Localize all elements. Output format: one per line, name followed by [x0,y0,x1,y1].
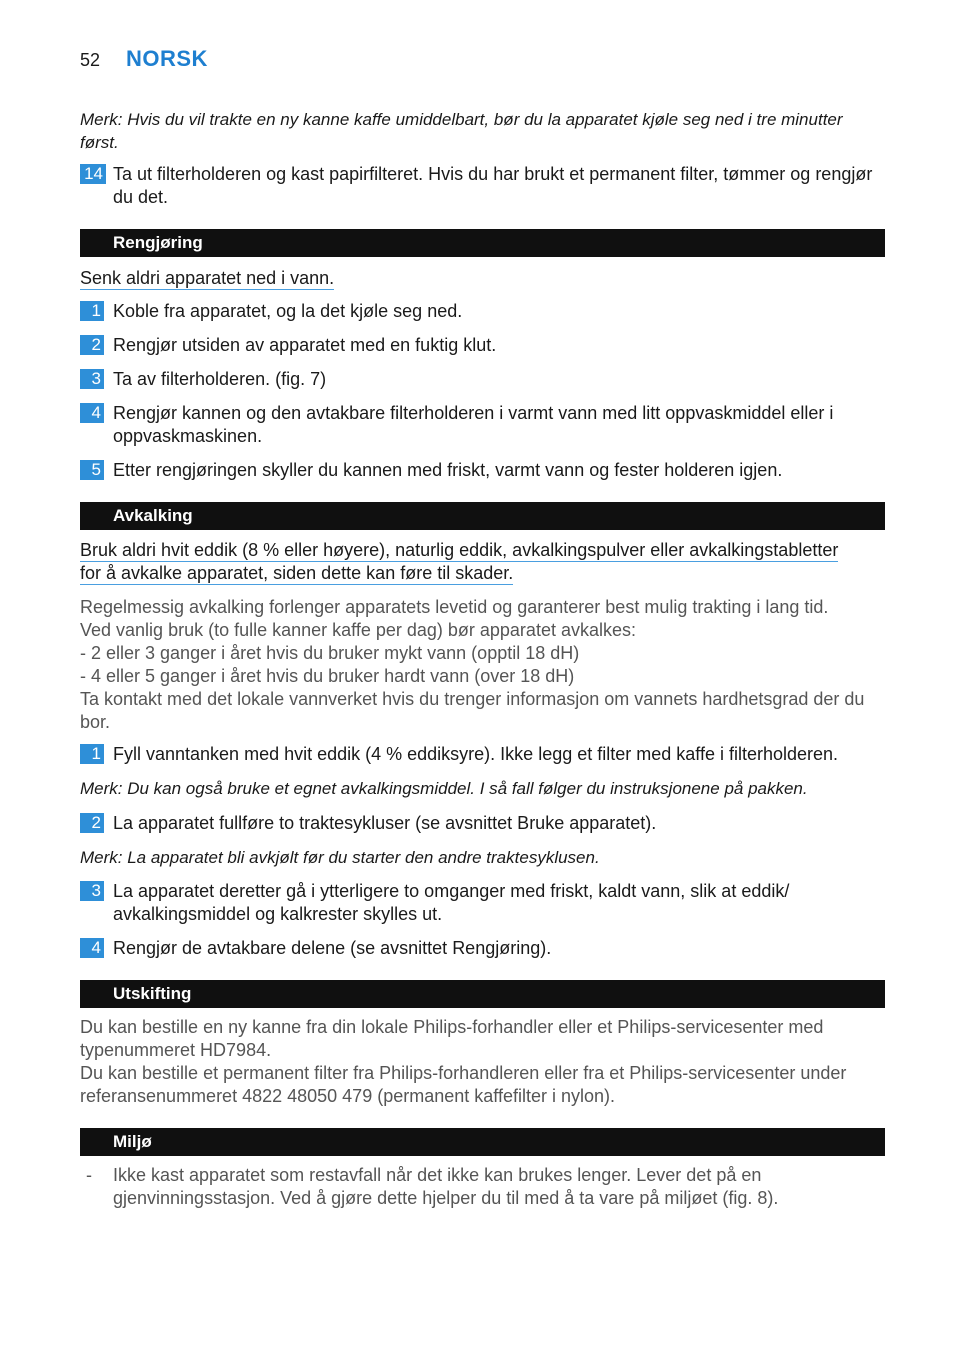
step-number: 2 [80,335,104,355]
step-text: Rengjør utsiden av apparatet med en fuktig klut. [113,335,497,355]
cleaning-warning: Senk aldri apparatet ned i vann. [80,268,335,288]
step-number: 1 [80,744,104,764]
top-note: Merk: Hvis du vil trakte en ny kanne kaffe umiddelbart, bør du la apparatet kjøle seg ned i tre minutter først. [80,110,843,152]
step-text: La apparatet fullføre to traktesykluser (se avsnittet Bruke apparatet). [113,813,657,833]
step-number: 14 [80,164,106,184]
step-text: Fyll vanntanken med hvit eddik (4 % eddiksyre). Ikke legg et filter med kaffe i filterholderen. [113,744,839,764]
page-number: 52 [80,50,101,70]
descaling-note-1: Merk: Du kan også bruke et egnet avkalkingsmiddel. I så fall følger du instruksjonene på pakken. [80,779,808,798]
step-text: Etter rengjøringen skyller du kannen med friskt, varmt vann og fester holderen igjen. [113,460,783,480]
step-text: La apparatet deretter gå i ytterligere to omganger med friskt, kaldt vann, slik at eddik/ avkalkingsmiddel og kalkrester skylles ut. [113,881,790,924]
language-heading: NORSK [126,46,208,71]
step-text: Rengjør de avtakbare delene (se avsnittet Rengjøring). [113,938,552,958]
bullet-dash: - [86,1165,92,1185]
section-title: Rengjøring [113,233,203,252]
step-text: Koble fra apparatet, og la det kjøle seg ned. [113,301,463,321]
section-title: Avkalking [113,506,193,525]
replacement-text: Du kan bestille en ny kanne fra din lokale Philips-forhandler eller et Philips-servicesenter med typenummeret HD7984. Du kan bestille et permanent filter fra Philips-forhandleren eller fra et Philips-servicesenter under referansenummeret 4822 48050 479 (permanent kaffefilter i nylon). [80,1017,847,1106]
step-text: Rengjør kannen og den avtakbare filterholderen i varmt vann med litt oppvaskmiddel eller i oppvaskmaskinen. [113,403,834,446]
step-text: Ta av filterholderen. (fig. 7) [113,369,327,389]
step-number: 2 [80,813,104,833]
section-heading-environment [80,1128,885,1156]
descaling-note-2: Merk: La apparatet bli avkjølt før du starter den andre traktesyklusen. [80,848,600,867]
step-number: 3 [80,881,104,901]
step-number: 4 [80,403,104,423]
section-heading-descaling [80,502,885,530]
section-title: Utskifting [113,984,192,1003]
step-number: 1 [80,301,104,321]
section-heading-cleaning [80,229,885,257]
step-number: 4 [80,938,104,958]
step-text: Ta ut filterholderen og kast papirfilteret. Hvis du har brukt et permanent filter, tømmer og rengjør du det. [113,164,873,207]
environment-bullet: Ikke kast apparatet som restavfall når det ikke kan brukes lenger. Lever det på en gjenvinningsstasjon. Ved å gjøre dette hjelper du til med å ta vare på miljøet (fig. 8). [113,1165,779,1208]
descaling-intro: Regelmessig avkalking forlenger apparatets levetid og garanterer best mulig trakting i lang tid. Ved vanlig bruk (to fulle kanner kaffe per dag) bør apparatet avkalkes: - 2 eller 3 ganger i året hvis du bruker mykt vann (opptil 18 dH) - 4 eller 5 ganger i året hvis du bruker hardt vann (over 18 dH) Ta kontakt med det lokale vannverket hvis du trenger informasjon om vannets hardhetsgrad der du bor. [80,597,865,732]
section-title: Miljø [113,1132,152,1151]
step-number: 5 [80,460,104,480]
step-number: 3 [80,369,104,389]
descaling-warning: Bruk aldri hvit eddik (8 % eller høyere), naturlig eddik, avkalkingspulver eller avkalkingstabletter for å avkalke apparatet, siden dette kan føre til skader. [80,540,839,583]
section-heading-replacement [80,980,885,1008]
